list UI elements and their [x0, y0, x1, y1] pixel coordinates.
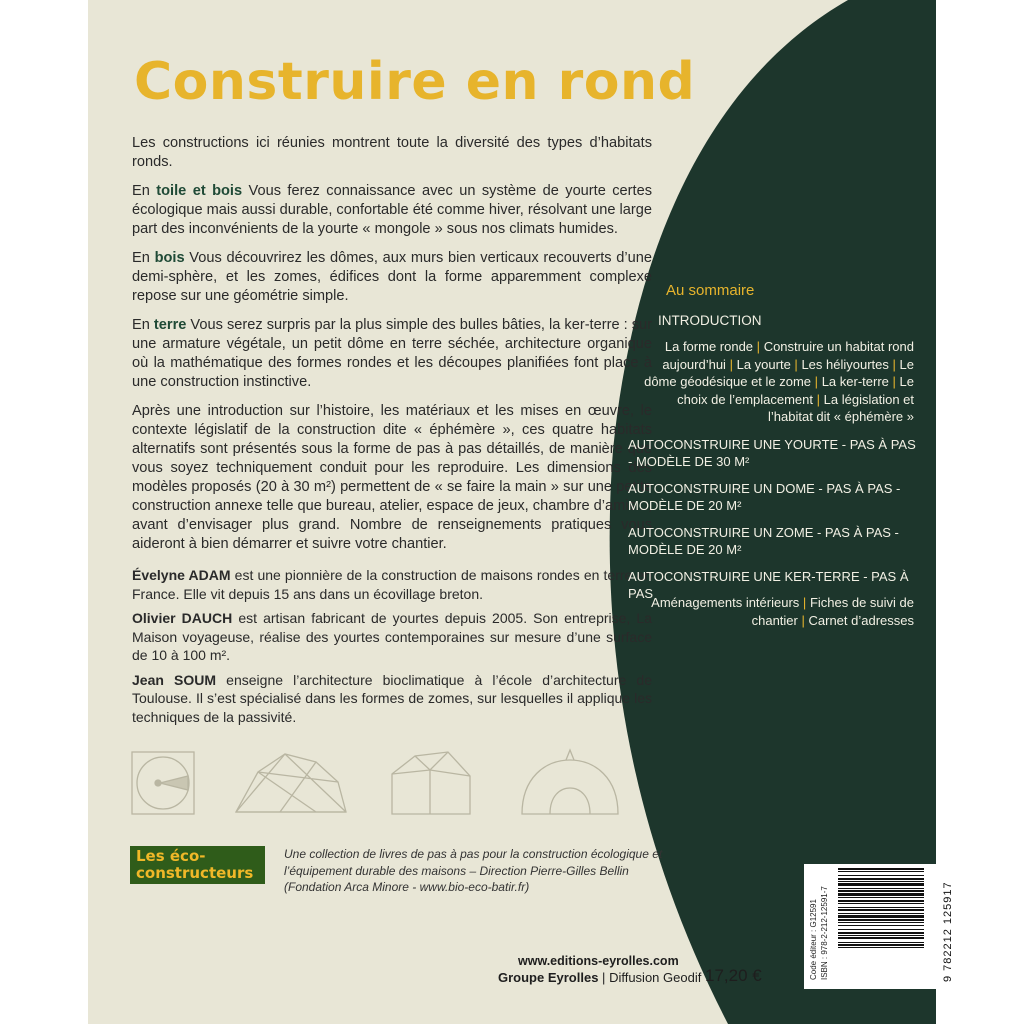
- barcode-meta: [808, 886, 830, 980]
- zome-sketch: [392, 752, 470, 814]
- isbn-text: ISBN : 978-2-212-12591-7: [820, 886, 829, 980]
- toc-section-dome: AUTOCONSTRUIRE UN DOME - PAS À PAS - MODÈLE DE 20 M²: [628, 481, 901, 513]
- toc-subitem: Construire un habitat rond aujourd’hui: [662, 339, 914, 372]
- toc-subitem: Le dôme géodésique et le zome: [644, 356, 914, 389]
- barcode-digits: 9 782212 125917: [942, 881, 954, 982]
- book-back-cover: [88, 0, 954, 1024]
- author-bio: Jean SOUM enseigne l’architecture bioclimatique à l’école d’architecture de Toulouse. Il s’est spécialisé dans les formes de zomes, sur lesquelles il applique les techniques de la passivité.: [132, 671, 652, 725]
- toc-subitem: Fiches de suivi de chantier: [751, 595, 914, 628]
- author-name: Évelyne ADAM: [132, 567, 231, 583]
- book-title: Construire en rond: [134, 52, 696, 112]
- yourte-plan-sketch: [132, 752, 194, 814]
- intro-paragraph-terre: En terre Vous serez surpris par la plus simple des bulles bâties, la ker-terre : sur une armature végétale, un petit dôme en terre séchée, architecture organique où la mathématique des formes rondes et les découpes planifiées font place à une construction instinctive.: [132, 317, 653, 390]
- editor-code: Code éditeur : G12591: [809, 899, 818, 980]
- toc-subitem: Carnet d’adresses: [808, 612, 914, 628]
- intro-lead: Les constructions ici réunies montrent toute la diversité des types d’habitats ronds.: [132, 135, 652, 170]
- author-name: Jean SOUM: [132, 671, 217, 688]
- publisher-line: Groupe Eyrolles | Diffusion Geodif: [498, 970, 702, 985]
- series-logo-line: constructeurs: [136, 864, 254, 882]
- keyword-terre: terre: [153, 317, 187, 333]
- toc-subitem: Le choix de l’emplacement: [677, 374, 914, 407]
- barcode-icon: [838, 866, 924, 986]
- toc-subitem: Les héliyourtes: [801, 356, 889, 372]
- toc-section-ker-terre: AUTOCONSTRUIRE UNE KER-TERRE - PAS À PAS: [628, 569, 909, 601]
- toc-section-introduction: INTRODUCTION: [658, 313, 762, 328]
- series-logo-line: Les éco-: [136, 847, 206, 865]
- publisher-diffusion: Diffusion Geodif: [609, 970, 702, 985]
- dome-sketch: [236, 754, 346, 812]
- intro-paragraph-toile-bois: En toile et bois Vous ferez connaissance avec un système de yourte certes écologique mais aussi durable, confortable été comme hiver, résolvant une large part des inconvénients de la yourte « mongole » sous nos climats humides.: [132, 183, 652, 237]
- habitat-sketches: [130, 748, 600, 818]
- keyword-toile-et-bois: toile et bois: [156, 183, 243, 199]
- toc-section-yourte: AUTOCONSTRUIRE UNE YOURTE - PAS À PAS - MODÈLE DE 30 M²: [628, 437, 916, 469]
- intro-paragraph-bois: En bois Vous découvrirez les dômes, aux murs bien verticaux recouverts d’une demi-sphère, et les zomes, édifices dont la forme apparemment complexe repose sur une géométrie simple.: [132, 250, 652, 304]
- toc-introduction-subitems: La forme ronde | Construire un habitat rond aujourd’hui | La yourte | Les héliyourtes | Le dôme géodésique et le zome | La ker-terre | Le choix de l’emplacement | La législation et l’habitat dit « éphémère »: [644, 339, 914, 424]
- description-block: [132, 134, 652, 564]
- toc-subitem: Aménagements intérieurs: [651, 595, 800, 610]
- author-name: Olivier DAUCH: [132, 610, 233, 626]
- author-bio: Olivier DAUCH est artisan fabricant de yourtes depuis 2005. Son entreprise, La Maison voyageuse, réalise des yourtes contemporaines sur mesure d’une surface de 10 à 100 m².: [132, 610, 652, 663]
- publisher-url: www.editions-eyrolles.com: [518, 954, 679, 968]
- isbn-barcode-block: [804, 864, 954, 989]
- keyword-bois: bois: [154, 250, 185, 266]
- toc-subitem: La forme ronde: [664, 339, 754, 354]
- book-price: 17,20 €: [705, 966, 762, 985]
- toc-section-zome: AUTOCONSTRUIRE UN ZOME - PAS À PAS - MODÈLE DE 20 M²: [628, 525, 899, 557]
- toc-subitem: La yourte: [736, 356, 791, 372]
- toc-heading: Au sommaire: [666, 282, 755, 299]
- toc-subitem: La législation et l’habitat dit « éphémère »: [768, 391, 914, 424]
- series-description: Une collection de livres de pas à pas pour la construction écologique et l’équipement durable des maisons – Direction Pierre-Gilles Bellin (Fondation Arca Minore - www.bio-eco-batir.fr): [284, 847, 663, 894]
- author-bio: Évelyne ADAM est une pionnière de la construction de maisons rondes en terre en France. Elle vit depuis 15 ans dans un écovillage breton.: [132, 567, 653, 602]
- publisher-group: Groupe Eyrolles: [498, 970, 599, 985]
- series-logo: [130, 846, 265, 884]
- toc-appendix-items: Aménagements intérieurs | Fiches de suivi de chantier | Carnet d’adresses: [651, 595, 914, 628]
- intro-paragraph-summary: Après une introduction sur l’histoire, les matériaux et les mises en œuvre, le contexte législatif de la construction dite « éphémère », ces quatre habitats alternatifs sont présentés sous la forme de pas à pas détaillés, de manière que vous soyez techniquement conduit pour les reproduire. Les dimensions des modèles proposés (20 à 30 m²) permettent de « se faire la main » sur une petite construction annexe telle que bureau, atelier, espace de jeux, chambre d’amis..., avant d’envisager plus grand. Nombre de renseignements pratiques vous aideront à bien démarrer et suivre votre chantier.: [132, 403, 653, 552]
- toc-subitem: La ker-terre: [821, 374, 889, 389]
- authors-block: [132, 566, 652, 732]
